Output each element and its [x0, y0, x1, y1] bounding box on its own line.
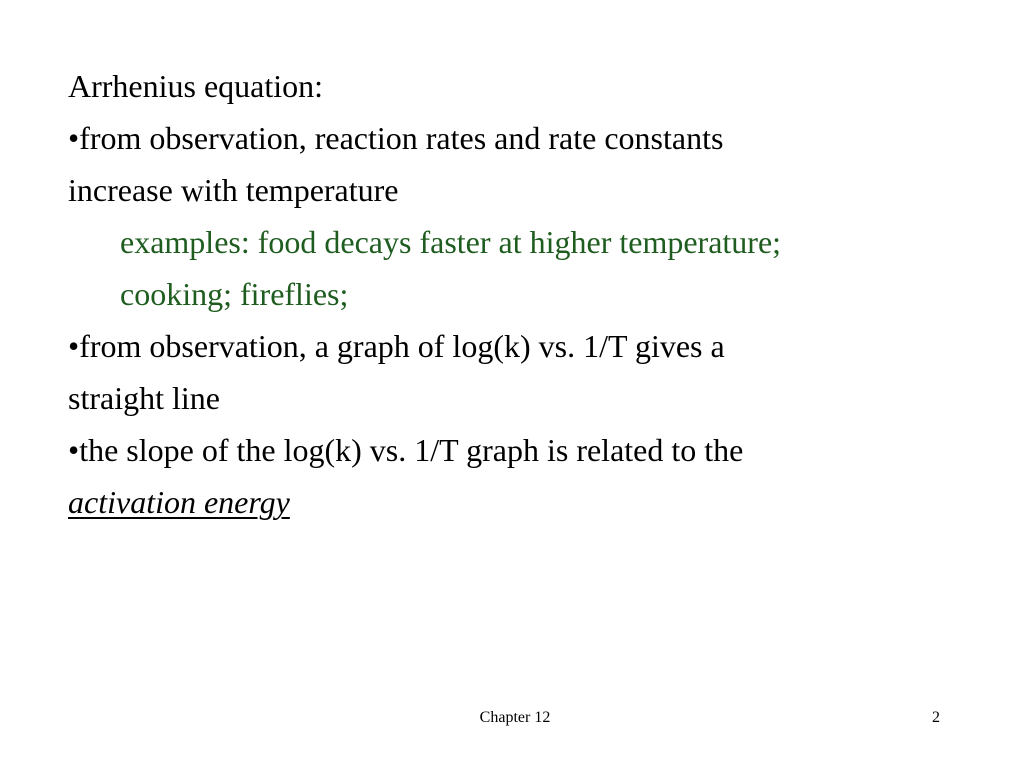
bullet-3-line-2 [68, 476, 968, 528]
slide-heading: Arrhenius equation: [68, 68, 324, 104]
footer-page-number: 2 [932, 709, 940, 726]
activation-energy-term: activation energy [68, 484, 290, 520]
bullet-2-line-1: •from observation, a graph of log(k) vs. 1/T gives a [68, 328, 725, 364]
bullet-2-line-2: straight line [68, 380, 220, 416]
examples-line-1: examples: food decays faster at higher temperature; [120, 224, 782, 260]
slide-body [68, 60, 968, 528]
footer-chapter: Chapter 12 [479, 709, 551, 726]
examples-line-2: cooking; fireflies; [120, 276, 349, 312]
bullet-1-line-1: •from observation, reaction rates and rate constants [68, 120, 724, 156]
bullet-3-line-1: •the slope of the log(k) vs. 1/T graph is related to the [68, 432, 744, 468]
bullet-1-line-2: increase with temperature [68, 172, 399, 208]
